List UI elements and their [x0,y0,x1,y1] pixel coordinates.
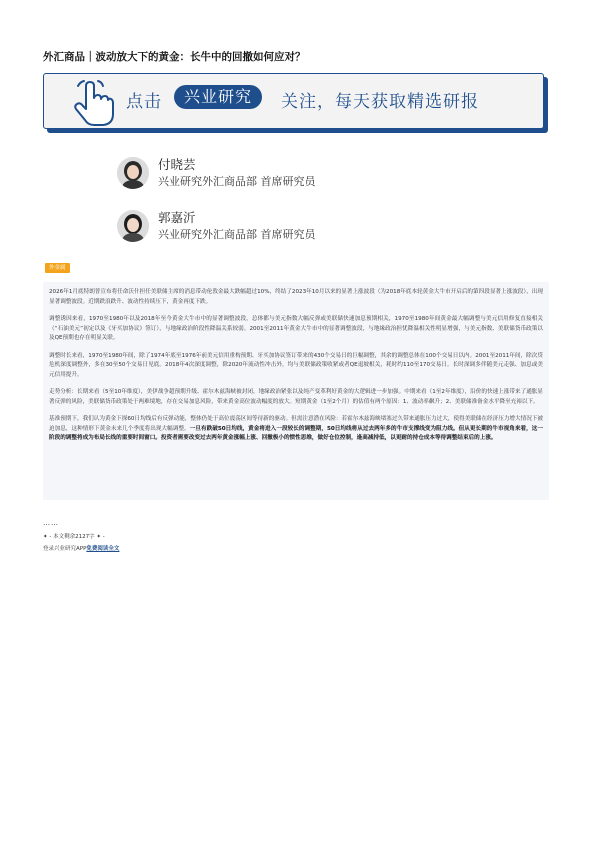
paragraph-emphasis: 一旦有跌破50日均线，黄金将进入一段较长的调整期，50日均线将从过去两年多的牛市支撑线变为阻力线。但从更长期的牛市视角来看，这一阶段的调整将成为布局长线的重要时间窗口。投资者需要改变过去两年黄金涨幅上涨、回撤极小的惯性思维，做好仓位控制，逢高减持低，以更耐的持仓成本等待调整结束后的上涨。 [49,425,543,441]
paragraph: 2026年1月底特朗普宣布将任命沃什担任美联储主席的消息带动伦敦金最大跌幅超过10%，终结了2023年10月以来的显著上涨波段（为2018年底本轮黄金大牛市开启后的第四段显著上涨波段），出现显著调整波段。近期跌浪跌升、波动性持续压下，黄金再度下跌。 [49,289,543,305]
author-name: 郭嘉沂 [158,210,196,225]
paragraph: 调整诱因来看，1970至1980年以及2018年至今黄金大牛市中的显著调整波段，总体都与美元指数大幅反弹或美联储快速加息预期相关，1970至1980年间黄金最大幅调整与美元信用修复直接相关（“石油美元”初定以及《牙买加协议》签订），与地缘政治阶段性降温关系较弱。2001至2011年黄金大牛市中的显著调整波段，与地缘政治担忧降温相关性明显增强，与美元指数、美联储货币政策以及QE预期也存在明显关联。 [49,316,543,341]
avatar [117,157,149,189]
read-full-link[interactable]: 免费阅读全文 [86,546,120,552]
author-role: 兴业研究外汇商品部 首席研究员 [158,228,316,241]
author-role: 兴业研究外汇商品部 首席研究员 [158,175,316,188]
remaining-count: ✦ - 本文剩余2127字 ✦ - [43,534,105,540]
article-title: 外汇商品｜波动放大下的黄金：长牛中的回撤如何应对？ [43,51,306,63]
banner-prefix: 点击 [126,92,162,112]
login-prefix: 登录兴业研究APP [43,546,87,552]
ellipsis: …… [43,519,59,527]
author-name: 付晓芸 [158,157,196,172]
paragraph-text: 基准预期下，我们认为黄金下探60日均线后有反弹动能，整体仍处于高位震荡区间等待新的驱动。但需注意潜在风险：若霍尔木兹海峡堵塞过久带来通胀压力过大，使得美联储在经济压力增大情况下被迫加息，这种情形下黄金未来几个季度将出现大幅调整。 [49,416,543,432]
paragraph: 走势分析：长期来看（5至10年维度），美伊战争超预期升级、霍尔木兹海峡被封闭，地缘政治紧张以及纯产变革利好黄金的大逻辑进一步加强。中期来看（1至2年维度），沿价的快速上涨带来了通胀显著反弹的风险，美联储货币政策处于两难境地，存在交易加息风险，带来黄金高位波动幅度的放大。短期黄金（1至2个月）的估值有两个原因：1、波动率飙升；2、美联储准备金水平降至充裕以下。 [49,389,543,405]
banner-suffix: 关注，每天获取精选研报 [281,92,479,112]
banner-brand-pill: 兴业研究 [174,85,262,109]
article-body [43,282,549,500]
login-prompt [43,544,119,552]
paragraph [49,415,543,444]
hand-pointer-icon [66,78,116,128]
avatar [117,210,149,242]
follow-banner[interactable] [43,73,544,129]
category-tag: 外金属 [45,263,70,273]
paragraph: 调整时长来看，1970至1980年间，除了1974年底至1976年前美元信用重构预期、牙买加协议签订带来的430个交易日的巨幅调整，其余的调整总体在100个交易日以内。2001至2011年间，除次贷危机深度调整外，多在30至50个交易日见底。2018年4次深度调整，除2020年流动性冲击外，均与美联储政策收紧或者QE退坡相关，耗时约110至170交易日。长时深调多伴随美元走强、加息或美元信用提升。 [49,352,543,378]
